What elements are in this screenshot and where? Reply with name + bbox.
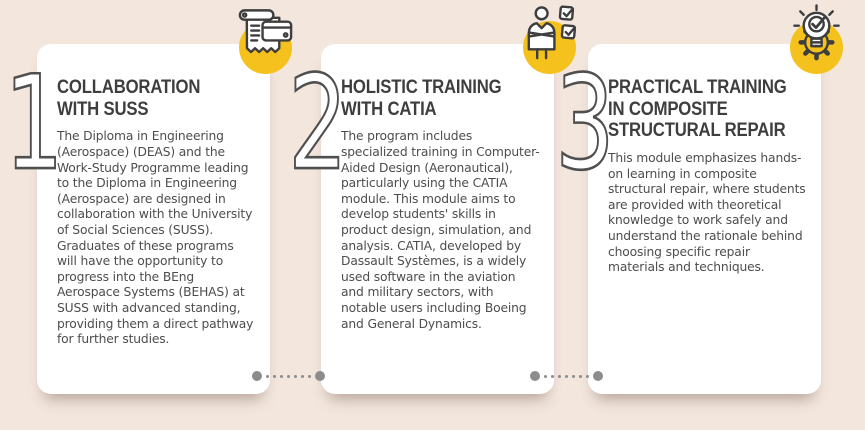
dotted-connector-1-2	[252, 371, 325, 381]
card-body: The program includes specialized training in Computer-Aided Design (Aeronautical), particularly using the CATIA module. This module aims to develop students' skills in product design, simulation, and analysis. CATIA, developed by Dassault Systèmes, is a widely used software in the aviation and military sectors, with notable users including Boeing and General Dynamics.	[341, 129, 540, 331]
invoice-receipt-icon	[239, 21, 292, 74]
step-number-text: 3	[555, 47, 615, 199]
connector-endpoint-dot	[593, 371, 603, 381]
dotted-connector-2-3	[530, 371, 603, 381]
card-title: PRACTICAL TRAINING IN COMPOSITE STRUCTURAL REPAIR	[608, 77, 787, 142]
connector-dot	[544, 375, 547, 378]
connector-endpoint-dot	[252, 371, 262, 381]
card-title: HOLISTIC TRAINING WITH CATIA	[341, 77, 502, 120]
connector-dot	[558, 375, 561, 378]
connector-dot	[308, 375, 311, 378]
step-number-text: 2	[288, 47, 348, 199]
card-holistic-training-with-catia	[288, 44, 554, 394]
person-checklist-graphic	[518, 3, 581, 66]
card-practical-training-composite-repair	[555, 44, 821, 394]
connector-endpoint-dot	[315, 371, 325, 381]
connector-dot	[294, 375, 297, 378]
lightbulb-gear-icon	[790, 21, 843, 74]
connector-dot	[551, 375, 554, 378]
connector-endpoint-dot	[530, 371, 540, 381]
connector-dot	[301, 375, 304, 378]
person-checklist-icon	[523, 21, 576, 74]
card-body: The Diploma in Engineering (Aerospace) (DEAS) and the Work-Study Programme leading to the Diploma in Engineering (Aerospace) are designed in collaboration with the University of Social Sciences (SUSS). Graduates of these programs will have the opportunity to progress into the BEng Aerospace Systems (BEHAS) at SUSS with advanced standing, providing them a direct pathway for further studies.	[57, 129, 254, 347]
connector-dot	[579, 375, 582, 378]
connector-dot	[586, 375, 589, 378]
step-number-text: 1	[4, 47, 64, 199]
connector-dot	[273, 375, 276, 378]
connector-dot	[266, 375, 269, 378]
card-body: This module emphasizes hands-on learning in composite structural repair, where students are provided with theoretical knowledge to work safely and understand the rationale behind choosing specific repair materials and techniques.	[608, 150, 806, 275]
invoice-receipt-graphic	[234, 3, 297, 66]
connector-dot	[572, 375, 575, 378]
connector-dot	[565, 375, 568, 378]
connector-dot	[280, 375, 283, 378]
lightbulb-gear-graphic	[785, 3, 848, 66]
card-collaboration-with-suss	[4, 44, 270, 394]
card-title: COLLABORATION WITH SUSS	[57, 77, 201, 120]
connector-dot	[287, 375, 290, 378]
